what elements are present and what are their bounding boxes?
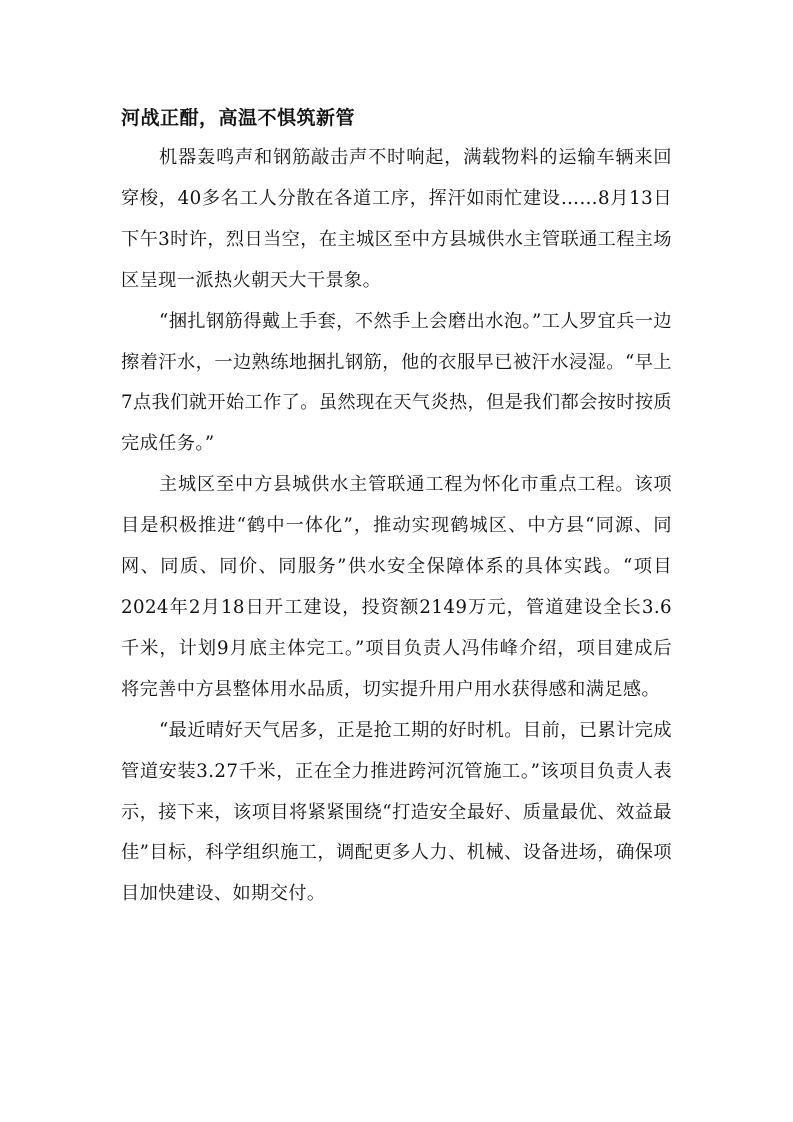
article-title: 河战正酣，高温不惧筑新管: [121, 107, 356, 129]
article-paragraph-4: “最近晴好天气居多，正是抢工期的好时机。目前，已累计完成管道安装3.27千米，正在全力推进跨河沉管施工。”该项目负责人表示，接下来，该项目将紧紧围绕“打造安全最好、质量最优、效益最佳”目标，科学组织施工，调配更多人力、机械、设备进场，确保项目加快建设、如期交付。: [121, 719, 672, 905]
document-page: [121, 98, 672, 915]
article-paragraph-3: 主城区至中方县城供水主管联通工程为怀化市重点工程。该项目是积极推进“鹤中一体化”，推动实现鹤城区、中方县“同源、同网、同质、同价、同服务”供水安全保障体系的具体实践。“项目2024年2月18日开工建设，投资额2149万元，管道建设全长3.6千米，计划9月底主体完工。”项目负责人冯伟峰介绍，项目建成后将完善中方县整体用水品质，切实提升用户用水获得感和满足感。: [121, 474, 672, 700]
article-paragraph-1: 机器轰鸣声和钢筋敲击声不时响起，满载物料的运输车辆来回穿梭，40多名工人分散在各道工序，挥汗如雨忙建设……8月13日下午3时许，烈日当空，在主城区至中方县城供水主管联通工程主场区呈现一派热火朝天大干景象。: [121, 147, 673, 291]
article-paragraph-2: “捆扎钢筋得戴上手套，不然手上会磨出水泡。”工人罗宜兵一边擦着汗水，一边熟练地捆扎钢筋，他的衣服早已被汗水浸湿。“早上7点我们就开始工作了。虽然现在天气炎热，但是我们都会按时按质完成任务。”: [121, 310, 673, 455]
